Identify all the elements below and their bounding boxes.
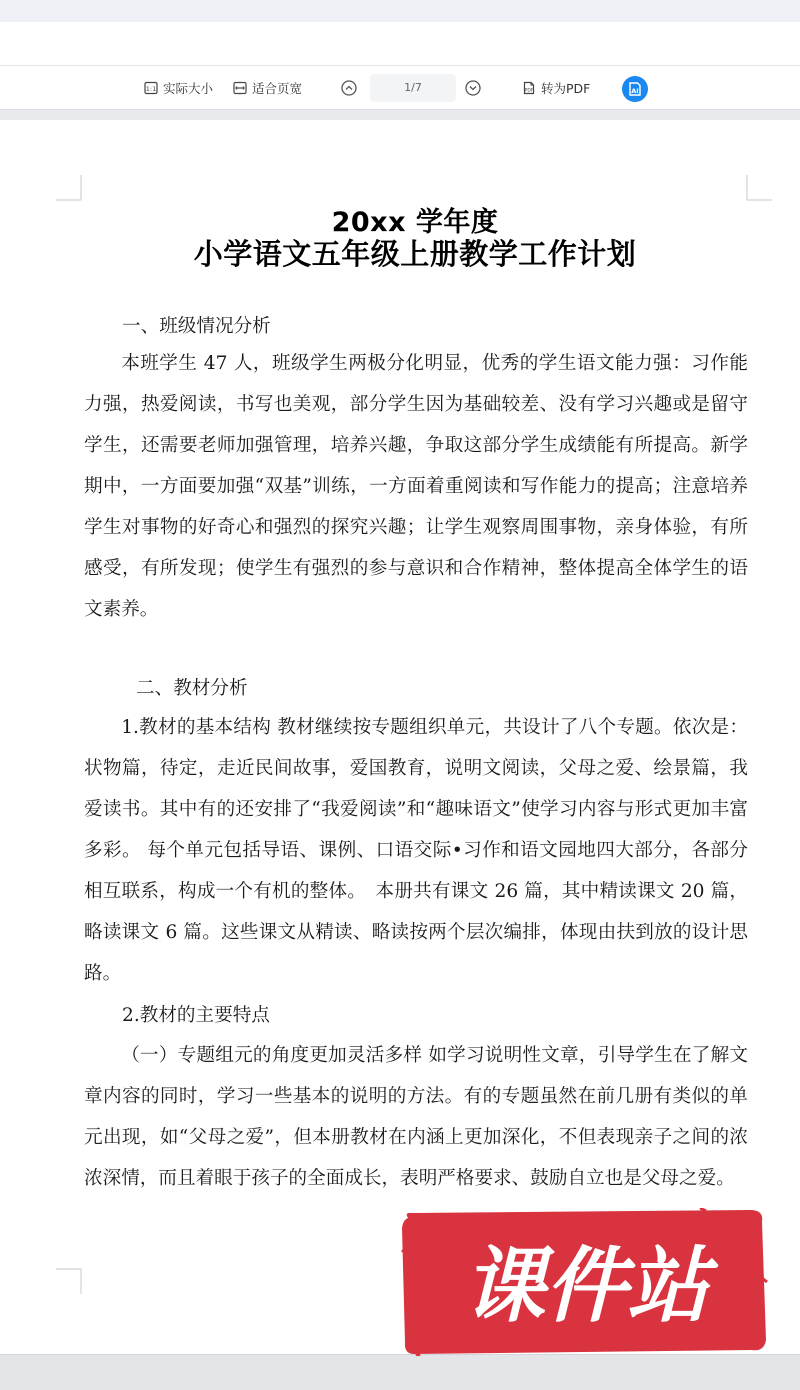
fit-width-label: 适合页宽 <box>252 81 303 96</box>
section2-paragraph2: （一）专题组元的角度更加灵活多样 如学习说明性文章，引导学生在了解文章内容的同时，学习一些基本的说明的方法。有的专题虽然在前几册有类似的单元出现，如“父母之爱”，但本册教材在内涵上更加深化，不但表现亲子之间的浓浓深情，而且着眼于孩子的全面成长，表明严格要求、鼓励自立也是父母之爱。 <box>84 1045 748 1189</box>
convert-to-pdf-label: 转为PDF <box>541 81 591 96</box>
fit-width-button[interactable] <box>233 78 302 98</box>
pdf-icon <box>522 81 536 95</box>
page-gap <box>0 110 800 120</box>
document-page <box>0 120 800 1354</box>
fit-width-icon <box>233 81 247 95</box>
crop-mark-top-right <box>746 175 772 201</box>
document-title-line2: 小学语文五年级上册教学工作计划 <box>193 237 637 271</box>
section1-paragraph: 本班学生 47 人，班级学生两极分化明显，优秀的学生语文能力强：习作能力强，热爱阅读，书写也美观，部分学生因为基础较差、没有学习兴趣或是留守学生，还需要老师加强管理，培养兴趣，争取这部分学生成绩能有所提高。新学期中，一方面要加强“双基”训练，一方面着重阅读和写作能力的提高；注意培养学生对事物的好奇心和强烈的探究兴趣；让学生观察周围事物，亲身体验，有所感受，有所发现；使学生有强烈的参与意识和合作精神，整体提高全体学生的语文素养。 <box>84 353 748 620</box>
actual-size-button[interactable] <box>144 78 213 98</box>
bottom-gray-strip <box>0 1354 800 1390</box>
section2-paragraph1: 1.教材的基本结构 教材继续按专题组织单元，共设计了八个专题。依次是：状物篇，待定，走近民间故事，爱国教育，说明文阅读，父母之爱、绘景篇，我爱读书。其中有的还安排了“我爱阅读”和“趣味语文”使学习内容与形式更加丰富多彩。 每个单元包括导语、课例、口语交际•习作和语文园地四大部分，各部分相互联系，构成一个有机的整体。 本册共有课文 26 篇，其中精读课文 20 篇，略读课文 6 篇。这些课文从精读、略读按两个层次编排，体现由扶到放的设计思路。 <box>84 717 748 984</box>
window-top-strip <box>0 0 800 22</box>
convert-to-pdf-button[interactable] <box>522 78 590 98</box>
prev-page-icon[interactable] <box>340 79 358 97</box>
blank-header-bar <box>0 22 800 66</box>
watermark-stamp <box>400 1208 768 1356</box>
document-title-line1: 20xx 学年度 <box>331 207 499 238</box>
section2-subheading: 2.教材的主要特点 <box>122 1005 270 1026</box>
viewer-toolbar <box>0 66 800 110</box>
actual-size-label: 实际大小 <box>163 81 214 96</box>
crop-mark-top-left <box>56 175 82 201</box>
ai-document-icon <box>622 76 648 102</box>
ai-assistant-button[interactable] <box>622 76 648 102</box>
next-page-icon[interactable] <box>464 79 482 97</box>
page-indicator[interactable]: 1/7 <box>370 74 456 102</box>
crop-mark-bottom-left <box>56 1268 82 1294</box>
watermark-text: 课件站 <box>463 1239 709 1334</box>
svg-text:PDF: PDF <box>524 88 534 94</box>
actual-size-icon <box>144 81 158 95</box>
section1-heading: 一、班级情况分析 <box>122 316 271 337</box>
svg-text:AI: AI <box>631 86 639 95</box>
svg-text:1:1: 1:1 <box>145 85 157 93</box>
section2-heading: 二、教材分析 <box>136 678 248 699</box>
